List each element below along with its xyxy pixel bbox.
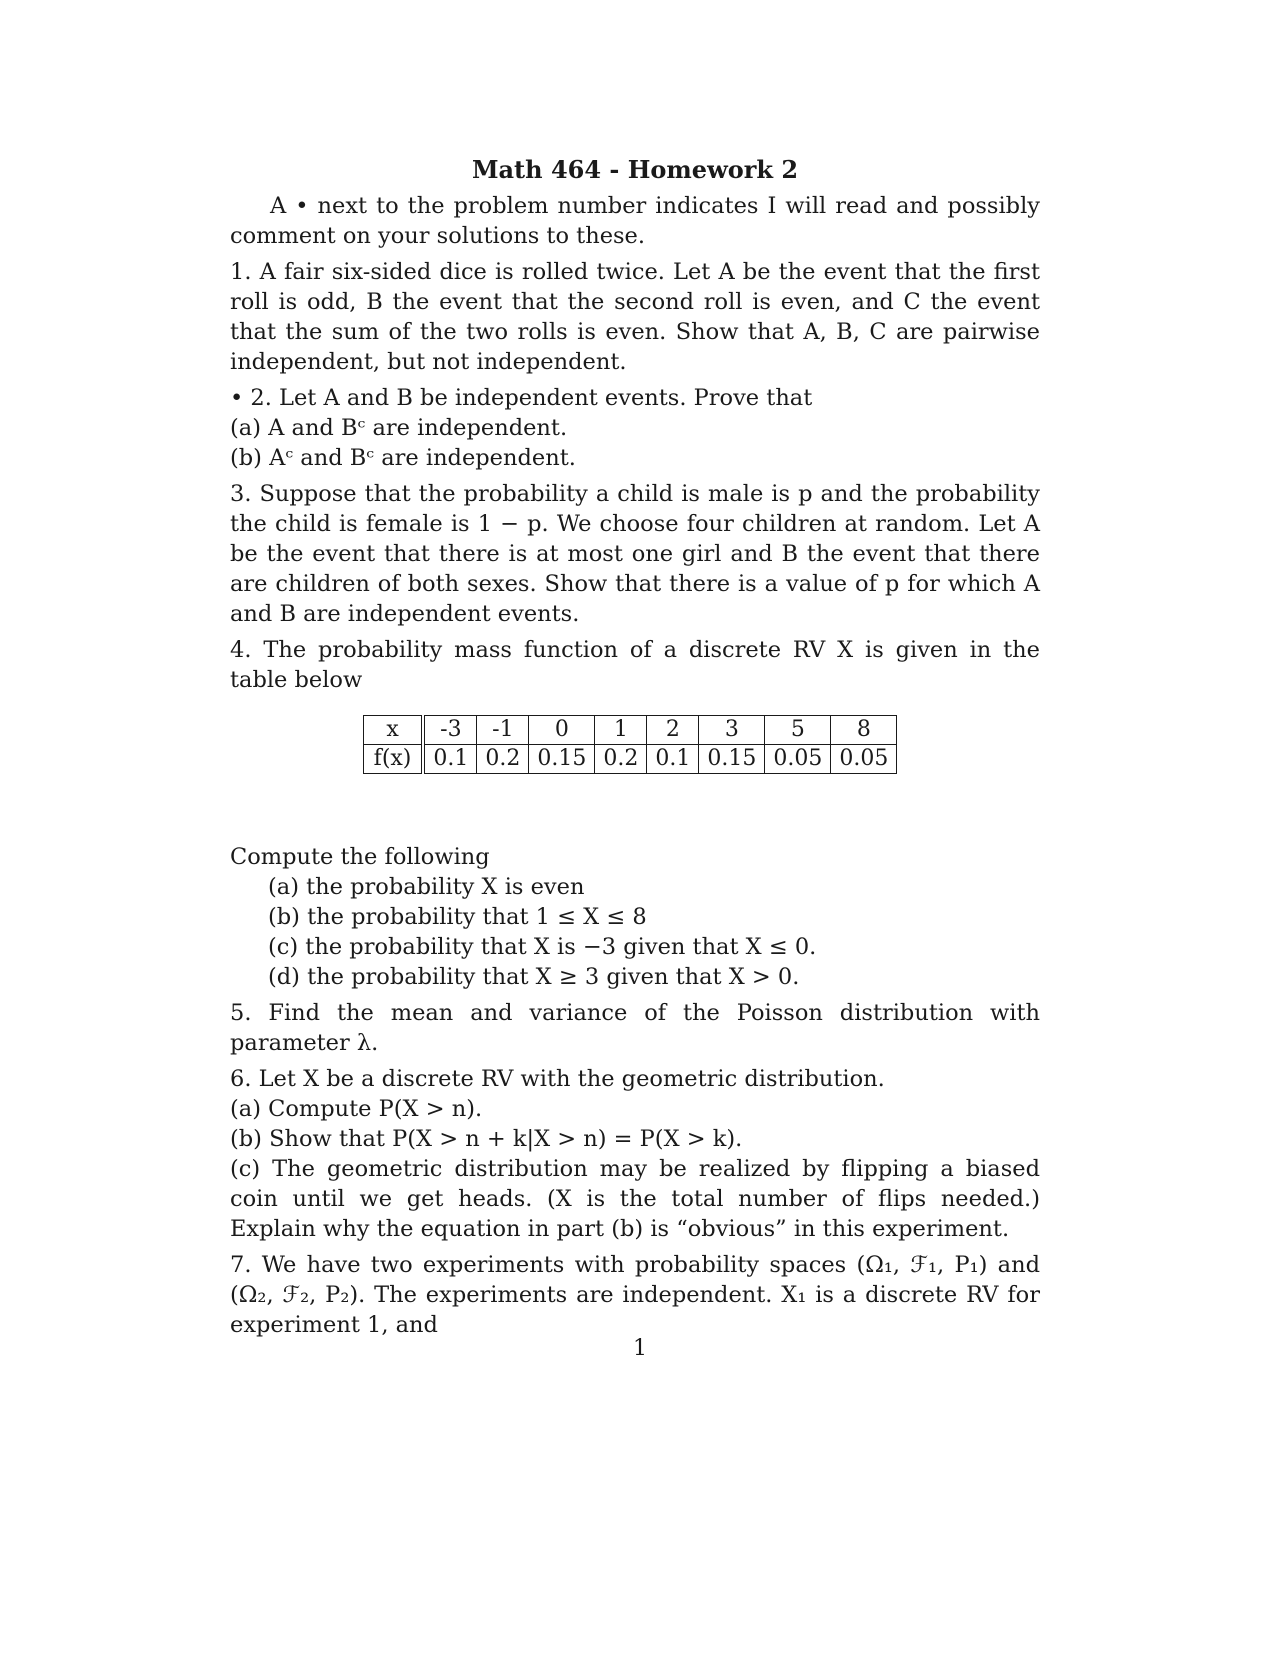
pmf-f-value: 0.15 xyxy=(699,745,765,774)
problem-5: 5. Find the mean and variance of the Poisson distribution with parameter λ. xyxy=(230,1000,1040,1056)
pmf-x-label: x xyxy=(363,716,423,745)
pmf-f-value: 0.2 xyxy=(477,745,529,774)
document-title: Math 464 - Homework 2 xyxy=(471,155,799,184)
problem-1: 1. A fair six-sided dice is rolled twice. Let A be the event that the first roll is odd, B the event that the second roll is even, and C the event that the sum of the two rolls is even. Show that A, B, C are pairwise independent, but not independent. xyxy=(230,259,1040,375)
pmf-table xyxy=(363,715,898,774)
problem-4-compute: Compute the following xyxy=(230,844,490,870)
problem-6 xyxy=(230,1064,1040,1244)
problem-6-part-c: (c) The geometric distribution may be realized by flipping a biased coin until we get heads. (X is the total number of flips needed.) Explain why the equation in part (b) is “obvious” in this experiment. xyxy=(230,1156,1040,1242)
problem-6-stem: 6. Let X be a discrete RV with the geometric distribution. xyxy=(230,1066,885,1092)
problem-2-stem: • 2. Let A and B be independent events. Prove that xyxy=(230,385,813,411)
problem-4-stem: 4. The probability mass function of a discrete RV X is given in the table below xyxy=(230,637,1040,693)
problem-6-part-a: (a) Compute P(X > n). xyxy=(230,1096,483,1122)
pmf-x-value: -1 xyxy=(477,716,529,745)
pmf-x-value: 2 xyxy=(647,716,699,745)
problem-4-part-b: (b) the probability that 1 ≤ X ≤ 8 xyxy=(268,904,647,930)
pmf-x-value: 5 xyxy=(765,716,831,745)
problem-4-parts xyxy=(268,872,1040,992)
problem-6-part-b: (b) Show that P(X > n + k|X > n) = P(X > k). xyxy=(230,1126,743,1152)
pmf-f-value: 0.15 xyxy=(529,745,595,774)
pmf-f-label: f(x) xyxy=(363,745,423,774)
document-page xyxy=(230,155,1040,1346)
pmf-x-value: 0 xyxy=(529,716,595,745)
pmf-x-value: -3 xyxy=(423,716,477,745)
pmf-row-x xyxy=(363,716,897,745)
problem-3: 3. Suppose that the probability a child is male is p and the probability the child is female is 1 − p. We choose four children at random. Let A be the event that there is at most one girl and B the event that there are children of both sexes. Show that there is a value of p for which A and B are independent events. xyxy=(230,481,1040,627)
pmf-f-value: 0.1 xyxy=(647,745,699,774)
problem-7: 7. We have two experiments with probability spaces (Ω₁, ℱ₁, P₁) and (Ω₂, ℱ₂, P₂). The experiments are independent. X₁ is a discrete RV for experiment 1, and xyxy=(230,1252,1040,1338)
pmf-f-value: 0.2 xyxy=(595,745,647,774)
pmf-x-value: 3 xyxy=(699,716,765,745)
problem-4-part-c: (c) the probability that X is −3 given that X ≤ 0. xyxy=(268,934,817,960)
pmf-f-value: 0.1 xyxy=(423,745,477,774)
problem-2-part-a: (a) A and Bᶜ are independent. xyxy=(230,415,568,441)
pmf-row-f xyxy=(363,745,897,774)
pmf-f-value: 0.05 xyxy=(765,745,831,774)
problem-4-part-d: (d) the probability that X ≥ 3 given that X > 0. xyxy=(268,964,800,990)
intro-paragraph: A • next to the problem number indicates I will read and possibly comment on your solutions to these. xyxy=(230,193,1040,249)
pmf-table-wrapper xyxy=(230,715,1040,774)
problem-4-part-a: (a) the probability X is even xyxy=(268,874,585,900)
pmf-f-value: 0.05 xyxy=(831,745,897,774)
page-number: 1 xyxy=(633,1336,647,1361)
problem-2-part-b: (b) Aᶜ and Bᶜ are independent. xyxy=(230,445,576,471)
pmf-x-value: 1 xyxy=(595,716,647,745)
problem-2 xyxy=(230,383,1040,473)
pmf-x-value: 8 xyxy=(831,716,897,745)
